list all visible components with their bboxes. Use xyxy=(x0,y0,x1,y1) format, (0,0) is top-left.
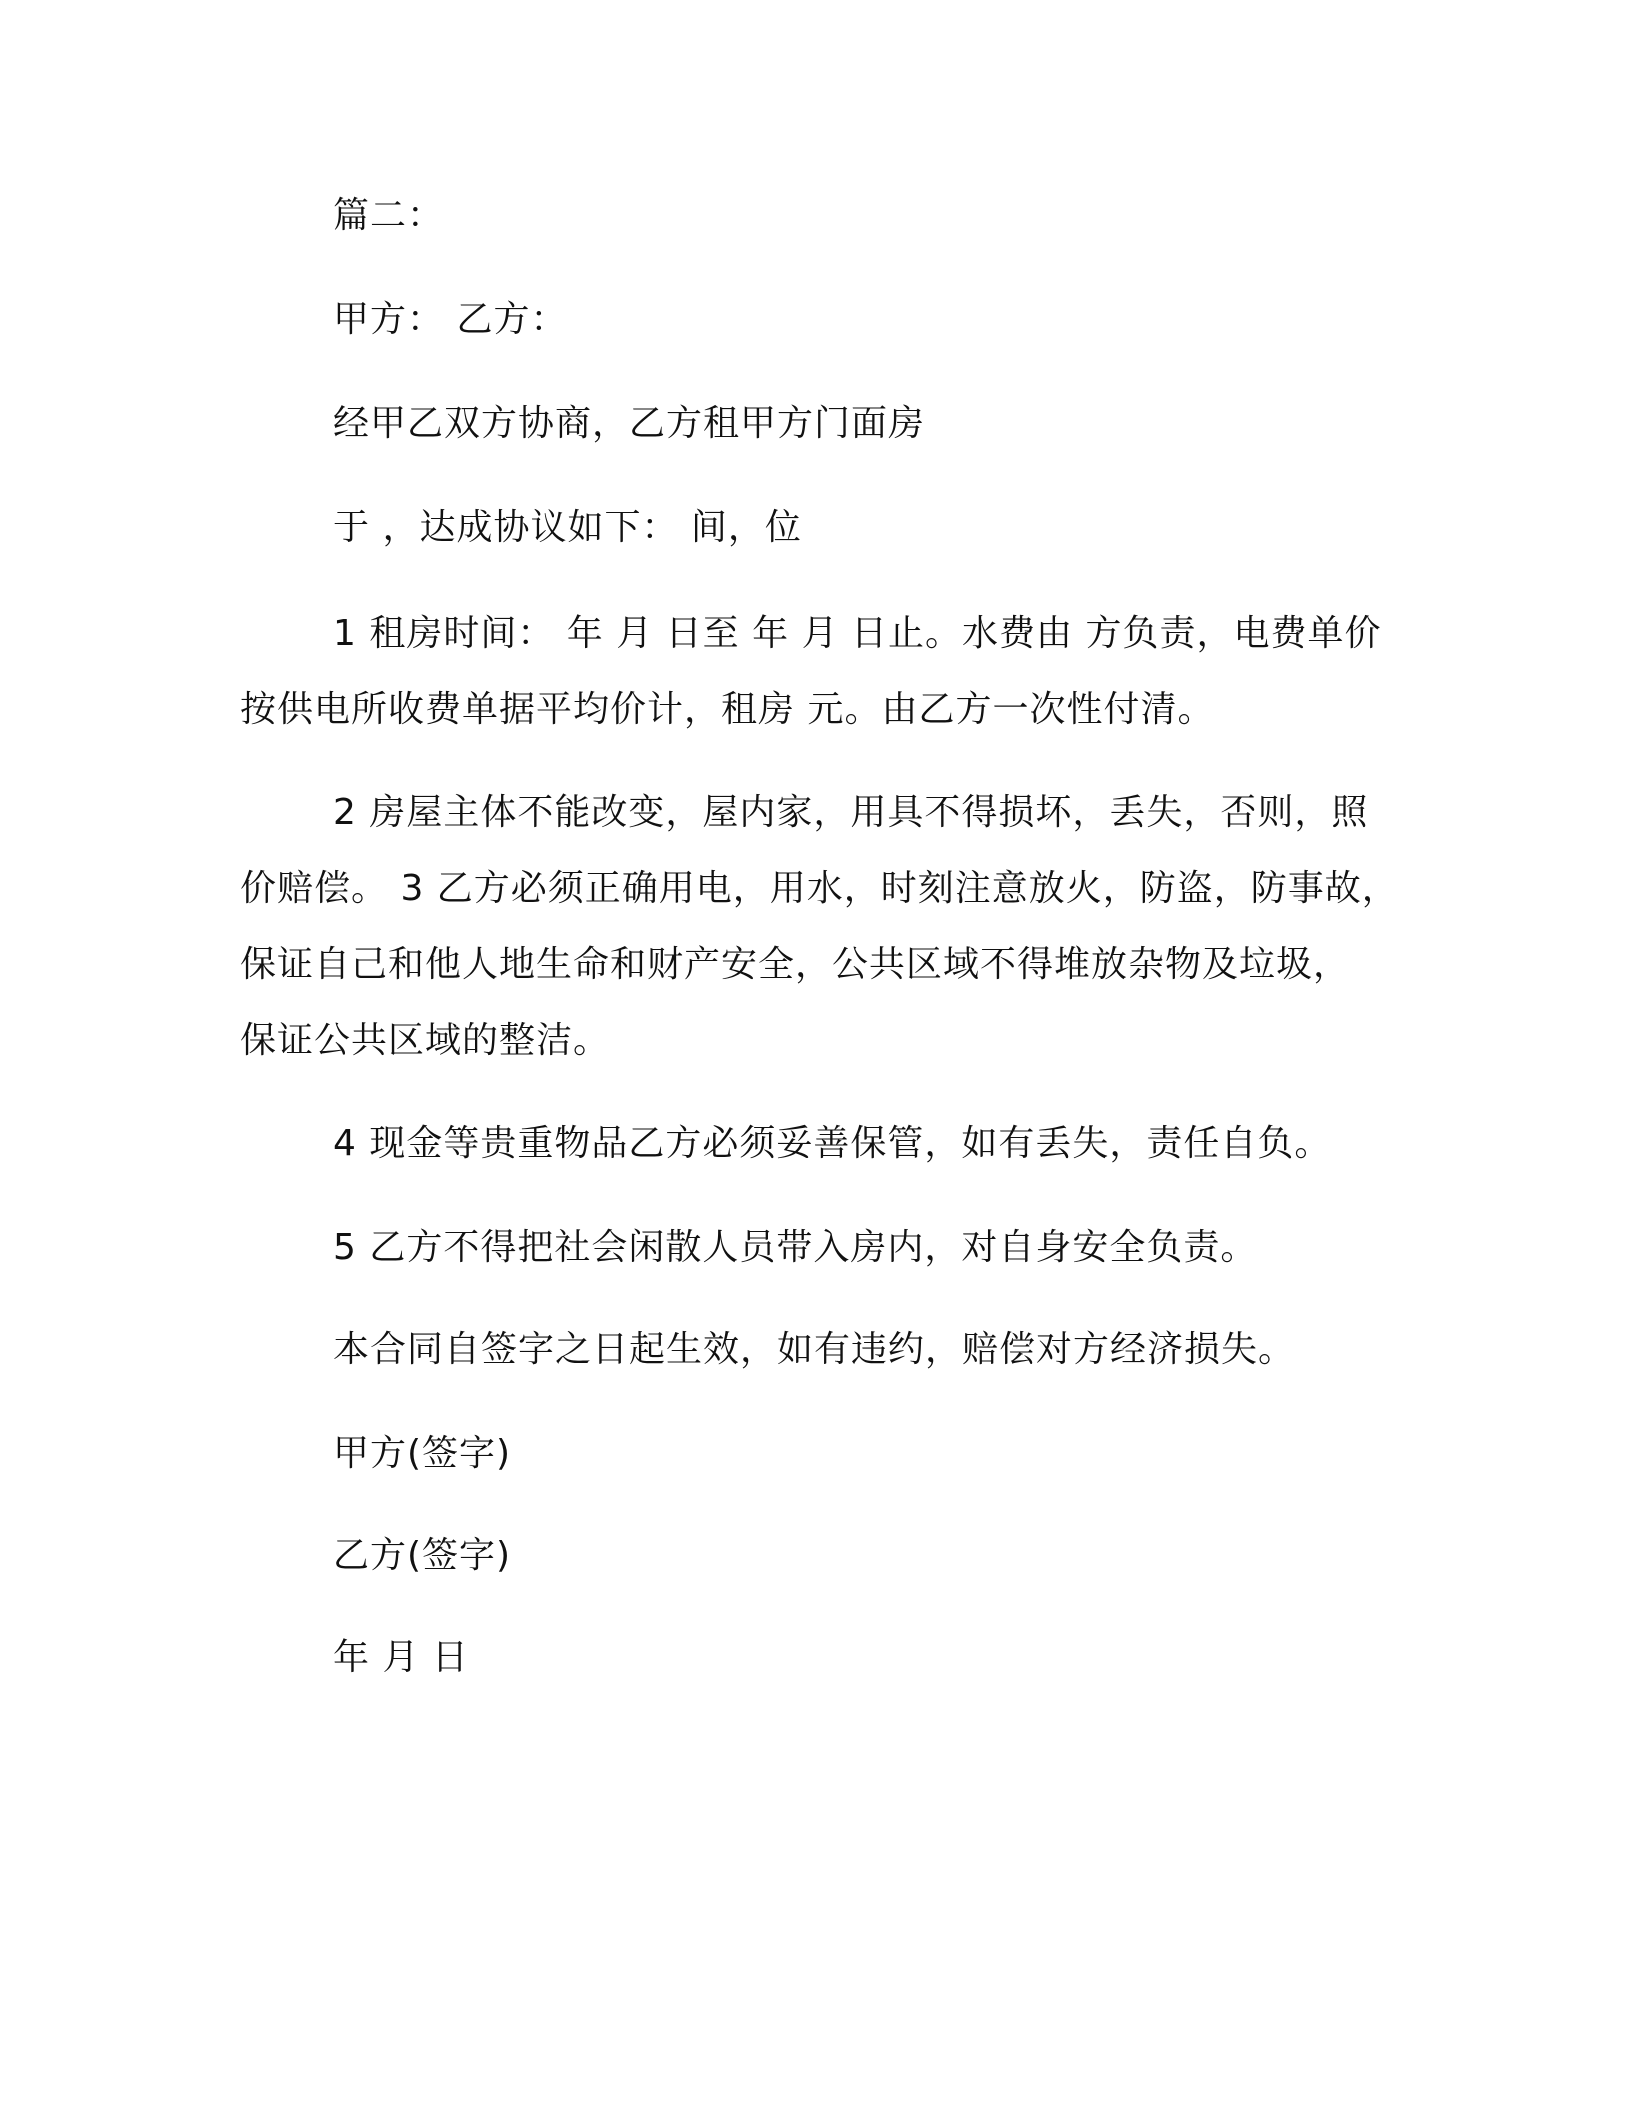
clause-2-3-line-2: 价赔偿。 3 乙方必须正确用电，用水，时刻注意放火，防盗，防事故， xyxy=(240,868,1399,909)
clause-5: 5 乙方不得把社会闲散人员带入房内，对自身安全负责。 xyxy=(333,1227,1258,1268)
signature-party-a: 甲方(签字) xyxy=(333,1433,512,1474)
clause-4: 4 现金等贵重物品乙方必须妥善保管，如有丢失，责任自负。 xyxy=(333,1123,1332,1164)
clause-1-line-1: 1 租房时间： 年 月 日至 年 月 日止。水费由 方负责，电费单价 xyxy=(333,613,1382,654)
clause-2-3-line-4: 保证公共区域的整洁。 xyxy=(240,1020,611,1061)
effect-clause: 本合同自签字之日起生效，如有违约，赔偿对方经济损失。 xyxy=(333,1329,1296,1370)
clause-2-3 xyxy=(240,775,1399,1079)
clause-2-3-line-3: 保证自己和他人地生命和财产安全，公共区域不得堆放杂物及垃圾， xyxy=(240,944,1351,985)
intro-line-2: 于 ，达成协议如下： 间，位 xyxy=(333,507,802,548)
clause-1 xyxy=(240,596,1390,748)
intro-line-1: 经甲乙双方协商，乙方租甲方门面房 xyxy=(333,403,926,444)
clause-1-line-2: 按供电所收费单据平均价计，租房 元。由乙方一次性付清。 xyxy=(240,689,1215,730)
signature-party-b: 乙方(签字) xyxy=(333,1535,512,1576)
parties-line: 甲方： 乙方： xyxy=(333,299,568,340)
section-heading: 篇二： xyxy=(333,195,445,236)
signature-date: 年 月 日 xyxy=(333,1637,469,1678)
clause-2-3-line-1: 2 房屋主体不能改变，屋内家，用具不得损坏，丢失，否则，照 xyxy=(333,792,1369,833)
